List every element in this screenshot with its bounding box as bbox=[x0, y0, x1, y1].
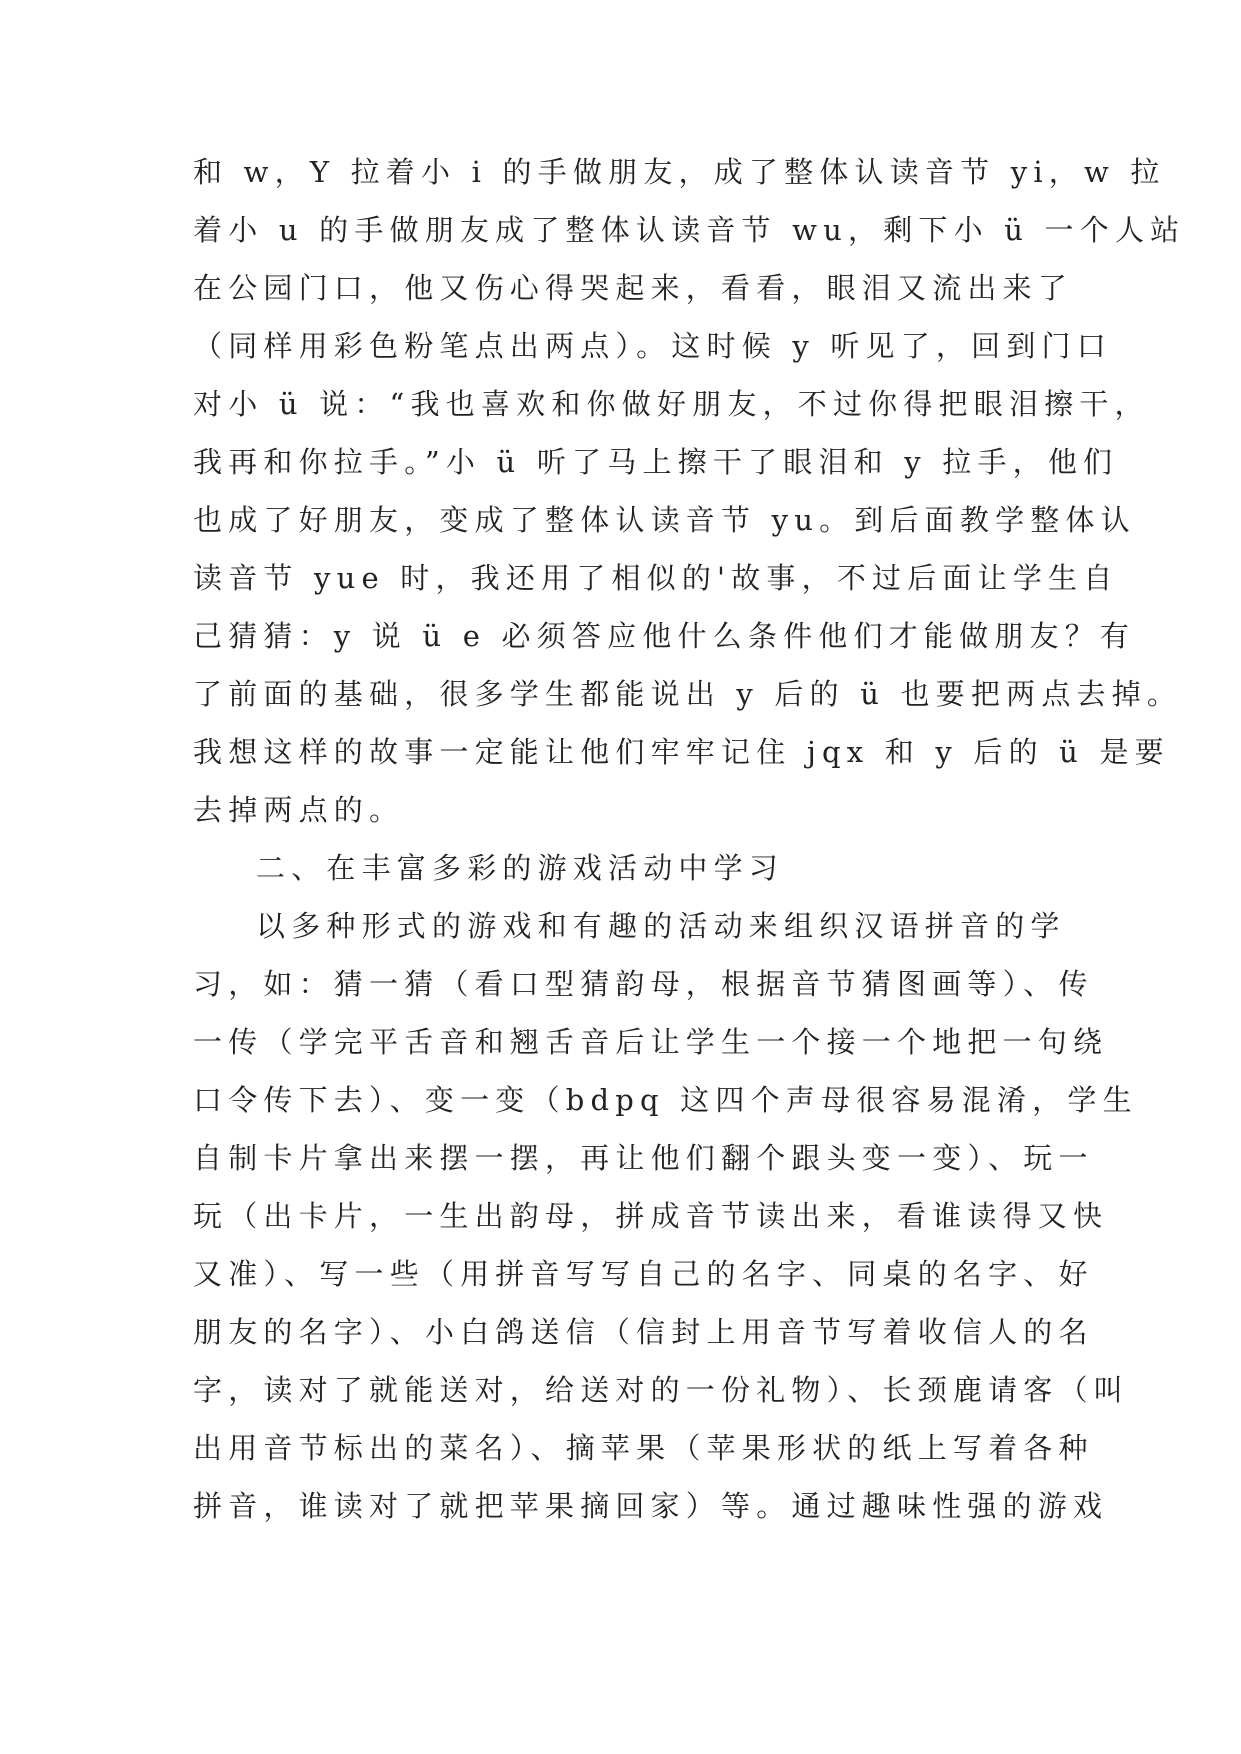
text-line: 我想这样的故事一定能让他们牢牢记住 jqx 和 y 后的 ü 是要 bbox=[193, 735, 1170, 769]
text-line: 着小 u 的手做朋友成了整体认读音节 wu，剩下小 ü 一个人站 bbox=[193, 213, 1186, 247]
text-line: 也成了好朋友，变成了整体认读音节 yu。到后面教学整体认 bbox=[193, 503, 1136, 537]
text-line: 了前面的基础，很多学生都能说出 y 后的 ü 也要把两点去掉。 bbox=[193, 677, 1183, 711]
text-line: 读音节 yue 时，我还用了相似的'故事，不过后面让学生自 bbox=[193, 561, 1119, 595]
text-line: 出用音节标出的菜名）、摘苹果（苹果形状的纸上写着各种 bbox=[193, 1431, 1094, 1465]
text-line: 玩（出卡片，一生出韵母，拼成音节读出来，看谁读得又快 bbox=[193, 1199, 1109, 1233]
text-line: 以多种形式的游戏和有趣的活动来组织汉语拼音的学 bbox=[256, 909, 1066, 943]
text-line: 字，读对了就能送对，给送对的一份礼物）、长颈鹿请客（叫 bbox=[193, 1373, 1129, 1407]
text-line: 己猜猜：y 说 ü e 必须答应他什么条件他们才能做朋友？有 bbox=[193, 619, 1136, 653]
text-line: 一传（学完平舌音和翘舌音后让学生一个接一个地把一句绕 bbox=[193, 1025, 1109, 1059]
text-line: 朋友的名字）、小白鸽送信（信封上用音节写着收信人的名 bbox=[193, 1315, 1094, 1349]
text-line: 习，如：猜一猜（看口型猜韵母，根据音节猜图画等）、传 bbox=[193, 967, 1094, 1001]
text-line: 我再和你拉手。”小 ü 听了马上擦干了眼泪和 y 拉手，他们 bbox=[193, 445, 1119, 479]
section-heading: 二、在丰富多彩的游戏活动中学习 bbox=[256, 851, 785, 885]
text-line: 对小 ü 说：“我也喜欢和你做好朋友，不过你得把眼泪擦干， bbox=[193, 387, 1150, 421]
text-line: 自制卡片拿出来摆一摆，再让他们翻个跟头变一变）、玩一 bbox=[193, 1141, 1094, 1175]
text-line: 又准）、写一些（用拼音写写自己的名字、同桌的名字、好 bbox=[193, 1257, 1094, 1291]
text-line: 在公园门口，他又伤心得哭起来，看看，眼泪又流出来了 bbox=[193, 271, 1074, 305]
text-line: 去掉两点的。 bbox=[193, 793, 405, 827]
text-line: 拼音，谁读对了就把苹果摘回家）等。通过趣味性强的游戏 bbox=[193, 1489, 1109, 1523]
text-line: （同样用彩色粉笔点出两点）。这时候 y 听见了，回到门口 bbox=[193, 329, 1112, 363]
text-line: 和 w，Y 拉着小 i 的手做朋友，成了整体认读音节 yi，w 拉 bbox=[193, 155, 1166, 189]
text-line: 口令传下去）、变一变（bdpq 这四个声母很容易混淆，学生 bbox=[193, 1083, 1138, 1117]
